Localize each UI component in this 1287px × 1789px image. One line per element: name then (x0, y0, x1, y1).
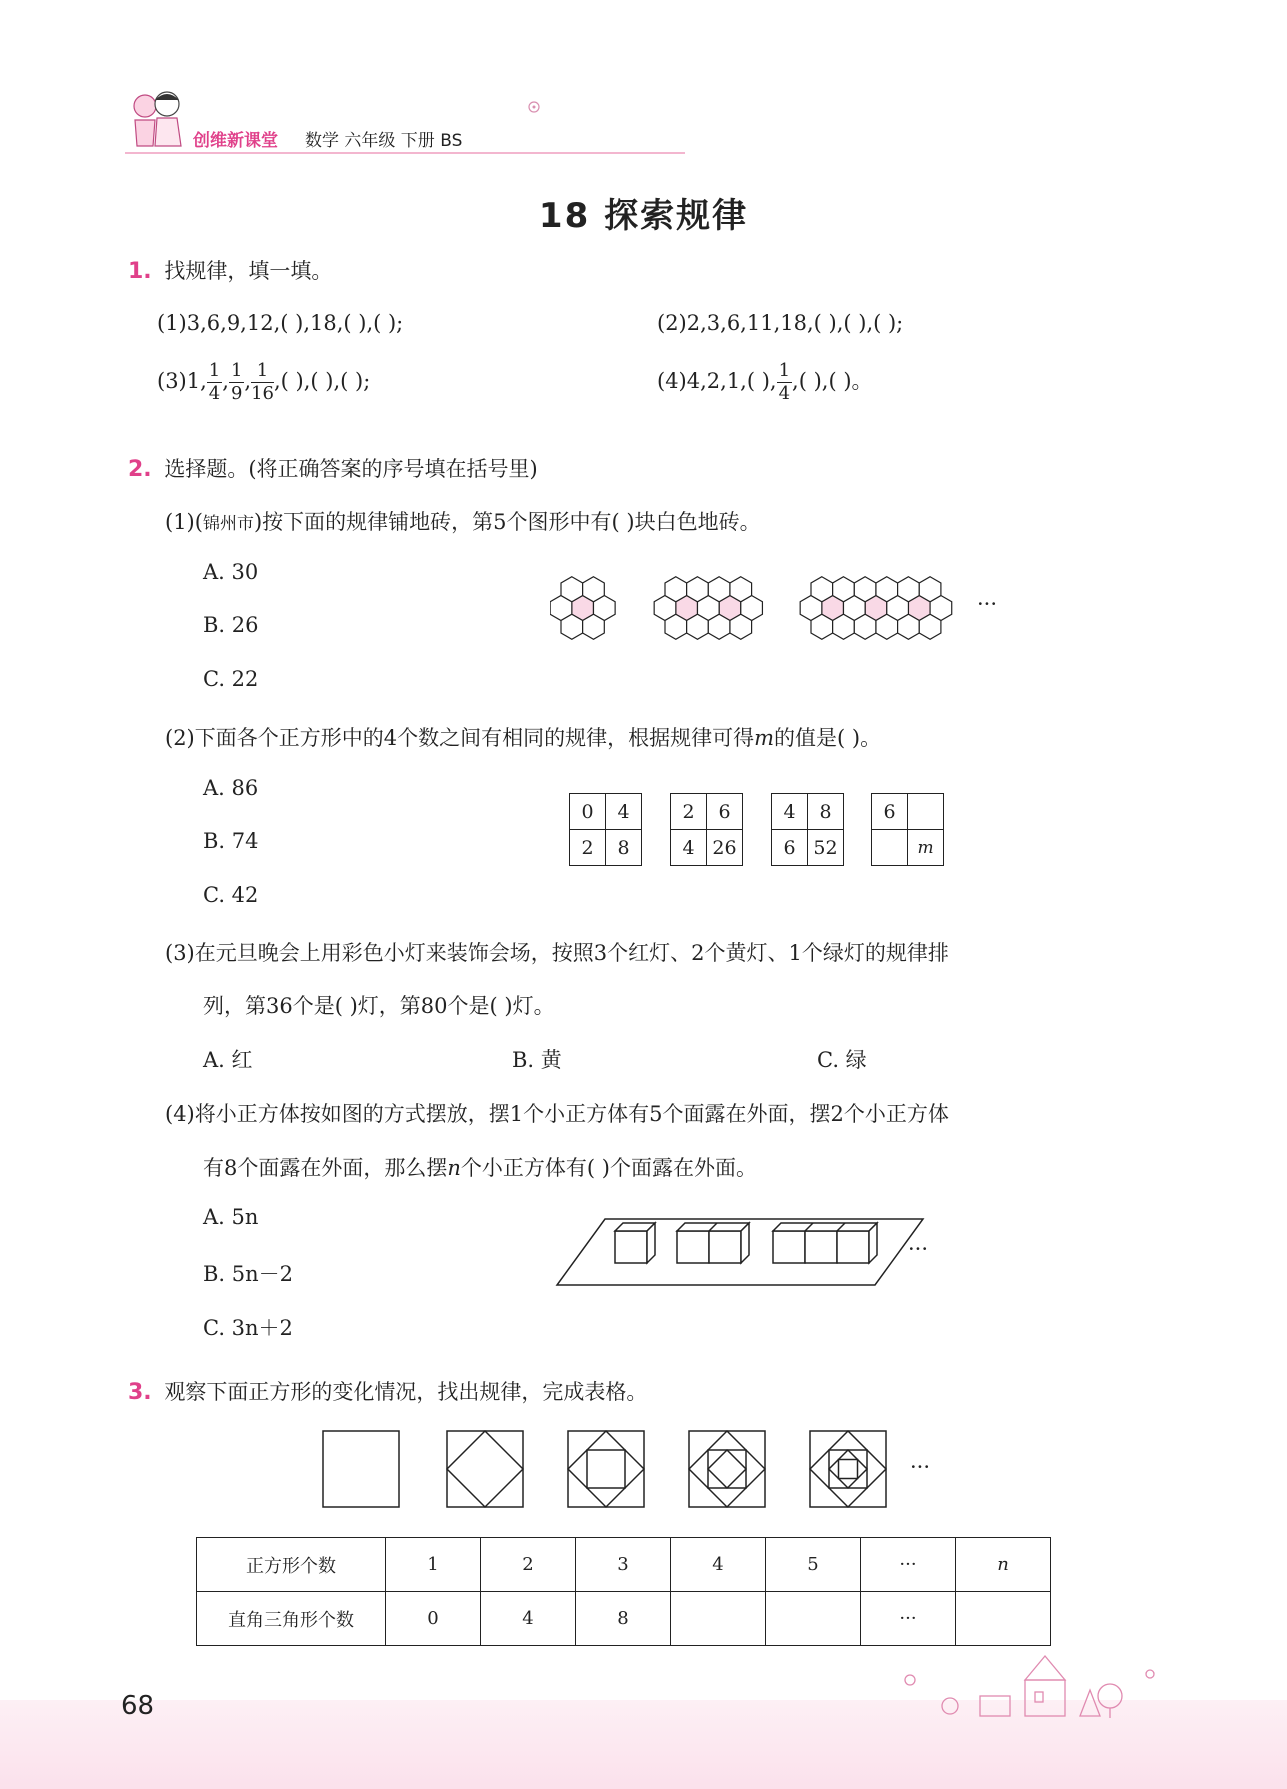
q2-1-ellipsis: ··· (977, 592, 998, 616)
figure-2 (447, 1431, 523, 1507)
table-cell: n (956, 1538, 1051, 1592)
q2-3-line1: (3)在元旦晚会上用彩色小灯来装饰会场，按照3个红灯、2个黄灯、1个绿灯的规律排 (165, 941, 949, 965)
q2-3-option-a: A. 红 (203, 1048, 253, 1072)
table-cell: 1 (386, 1538, 481, 1592)
q2-1-question: )按下面的规律铺地砖，第5个图形中有( )块白色地砖。 (253, 510, 761, 534)
fraction-denominator: 9 (230, 383, 243, 404)
answer-blank[interactable] (671, 1592, 766, 1646)
grid-cell: 0 (570, 794, 606, 830)
page-header (125, 86, 645, 156)
grid-cell: 8 (808, 794, 844, 830)
q1-number: 1. (128, 259, 152, 284)
fraction-numerator: 1 (251, 362, 274, 383)
white-tile (811, 614, 833, 639)
q1-part3: (3)1, $\frac{1}{4}$ , $\frac{1}{9}$ , $\frac{1}{16}$ ,( ),( ),( ); (157, 360, 371, 404)
number-square-4 (871, 793, 944, 866)
white-tile (583, 614, 605, 639)
q2-number: 2. (128, 457, 152, 482)
white-tile (833, 614, 855, 639)
q3-stem (128, 1376, 647, 1406)
q2-1-prefix: (1)( (165, 510, 203, 534)
q2-4-ellipsis: ··· (908, 1237, 929, 1261)
q2-4-line2-suffix: 个小正方体有( )个面露在外面。 (460, 1156, 757, 1180)
table-cell: 8 (576, 1592, 671, 1646)
white-tile (665, 614, 687, 639)
q2-1-text (165, 506, 761, 536)
q3-number: 3. (128, 1380, 152, 1405)
cube-face (615, 1231, 647, 1263)
q2-4-option-a: A. 5n (203, 1205, 259, 1229)
number-square-1 (569, 793, 642, 866)
white-tile (708, 577, 730, 602)
q1-text: 找规律，填一填。 (164, 259, 333, 283)
q2-1-option-c: C. 22 (203, 667, 259, 691)
q2-3-option-b: B. 黄 (512, 1048, 562, 1072)
q3-table (196, 1537, 1051, 1646)
fraction (207, 362, 222, 403)
grid-cell: m (908, 830, 944, 866)
q2-1-option-b: B. 26 (203, 613, 259, 637)
flower-decoration-icon (524, 98, 544, 116)
white-tile (876, 614, 898, 639)
grid-cell: 6 (772, 830, 808, 866)
row-header: 正方形个数 (197, 1538, 386, 1592)
q2-4-line2 (203, 1152, 757, 1182)
table-row (197, 1592, 1051, 1646)
grid-cell: 2 (570, 830, 606, 866)
white-tile (919, 614, 941, 639)
white-tile (730, 614, 752, 639)
grid-cell: 4 (772, 794, 808, 830)
fraction (251, 362, 274, 403)
table-cell: 0 (386, 1592, 481, 1646)
fraction-denominator: 16 (251, 383, 274, 404)
number-square-3 (771, 793, 844, 866)
white-tile (854, 577, 876, 602)
subject-info: 数学 六年级 下册 BS (305, 131, 463, 151)
q1-part4 (657, 362, 873, 403)
table-cell: 2 (481, 1538, 576, 1592)
answer-blank[interactable] (956, 1592, 1051, 1646)
grid-cell: 8 (606, 830, 642, 866)
row-header: 直角三角形个数 (197, 1592, 386, 1646)
fraction-numerator: 1 (230, 360, 243, 381)
fraction-numerator: 1 (208, 360, 221, 381)
table-cell: 3 (576, 1538, 671, 1592)
cubes-on-plane-diagram (555, 1215, 925, 1287)
table-cell: ··· (861, 1538, 956, 1592)
hexagon-tile-pattern (550, 568, 970, 648)
table-cell: 5 (766, 1538, 861, 1592)
q2-3-line2: 列，第36个是( )灯，第80个是( )灯。 (203, 994, 555, 1018)
white-tile (833, 577, 855, 602)
white-tile (898, 614, 920, 639)
q2-4-variable: n (447, 1156, 461, 1180)
q3-ellipsis: ··· (910, 1455, 931, 1479)
grid-cell: 52 (808, 830, 844, 866)
grid-cell (908, 794, 944, 830)
q3-text: 观察下面正方形的变化情况，找出规律，完成表格。 (164, 1380, 648, 1404)
white-tile (583, 577, 605, 602)
figure-1 (323, 1431, 399, 1507)
grid-cell: 26 (707, 830, 743, 866)
nested-squares-sequence (320, 1428, 960, 1510)
q2-1-source: 锦州市 (202, 514, 254, 534)
page-title: 18 探索规律 (538, 196, 749, 236)
grid-cell (872, 830, 908, 866)
q2-3-option-c: C. 绿 (817, 1048, 867, 1072)
grid-cell: 2 (671, 794, 707, 830)
q2-2-option-a: A. 86 (203, 776, 259, 800)
figure-4 (689, 1431, 765, 1507)
fraction-denominator: 4 (208, 383, 221, 404)
grid-cell: 6 (707, 794, 743, 830)
header-divider (125, 152, 685, 154)
white-tile (708, 614, 730, 639)
fraction-numerator: 1 (778, 360, 791, 381)
brand-name: 创维新课堂 (193, 131, 278, 151)
fraction-denominator: 4 (778, 383, 791, 404)
q1-part3-prefix: (3)1, (157, 369, 207, 393)
fraction (777, 362, 792, 403)
q2-stem (128, 453, 538, 483)
q2-1-option-a: A. 30 (203, 560, 259, 584)
q2-4-line2-prefix: 有8个面露在外面，那么摆 (203, 1156, 448, 1180)
white-tile (687, 577, 709, 602)
white-tile (876, 577, 898, 602)
white-tile (811, 577, 833, 602)
table-row (197, 1538, 1051, 1592)
q2-2-text (165, 722, 881, 752)
castle-decoration-icon (880, 1650, 1180, 1720)
white-tile (687, 614, 709, 639)
white-tile (665, 577, 687, 602)
figure-3 (568, 1431, 644, 1507)
q2-2-option-c: C. 42 (203, 883, 259, 907)
grid-cell: 4 (606, 794, 642, 830)
cartoon-kids-logo-icon (125, 86, 191, 152)
q2-2-question: 的值是( )。 (774, 726, 882, 750)
q1-stem (128, 255, 332, 285)
white-tile (561, 614, 583, 639)
number-square-2 (670, 793, 743, 866)
q1-part4-suffix: ,( ),( )。 (792, 369, 873, 393)
white-tile (854, 614, 876, 639)
q1-part3-suffix: ,( ),( ),( ); (273, 369, 371, 393)
grid-cell: 4 (671, 830, 707, 866)
grid-cell: 6 (872, 794, 908, 830)
q2-4-option-b: B. 5n－2 (203, 1262, 294, 1286)
white-tile (730, 577, 752, 602)
table-cell: ··· (861, 1592, 956, 1646)
q1-part2: (2)2,3,6,11,18,( ),( ),( ); (657, 311, 904, 335)
white-tile (919, 577, 941, 602)
page-number: 68 (121, 1691, 155, 1721)
q1-part1: (1)3,6,9,12,( ),18,( ),( ); (157, 311, 404, 335)
q2-text: 选择题。(将正确答案的序号填在括号里) (164, 457, 538, 481)
q2-4-line1: (4)将小正方体按如图的方式摆放，摆1个小正方体有5个面露在外面，摆2个小正方体 (165, 1102, 949, 1126)
white-tile (898, 577, 920, 602)
table-cell: 4 (671, 1538, 766, 1592)
fraction (229, 362, 244, 403)
table-cell: 4 (481, 1592, 576, 1646)
q1-part4-prefix: (4)4,2,1,( ), (657, 369, 777, 393)
q2-2-variable: m (754, 726, 775, 750)
white-tile (561, 577, 583, 602)
figure-5 (810, 1431, 886, 1507)
q2-4-option-c: C. 3n＋2 (203, 1316, 293, 1340)
cube-side (647, 1223, 655, 1263)
answer-blank[interactable] (766, 1592, 861, 1646)
q2-2-prefix: (2)下面各个正方形中的4个数之间有相同的规律，根据规律可得 (165, 726, 755, 750)
q2-2-option-b: B. 74 (203, 829, 259, 853)
